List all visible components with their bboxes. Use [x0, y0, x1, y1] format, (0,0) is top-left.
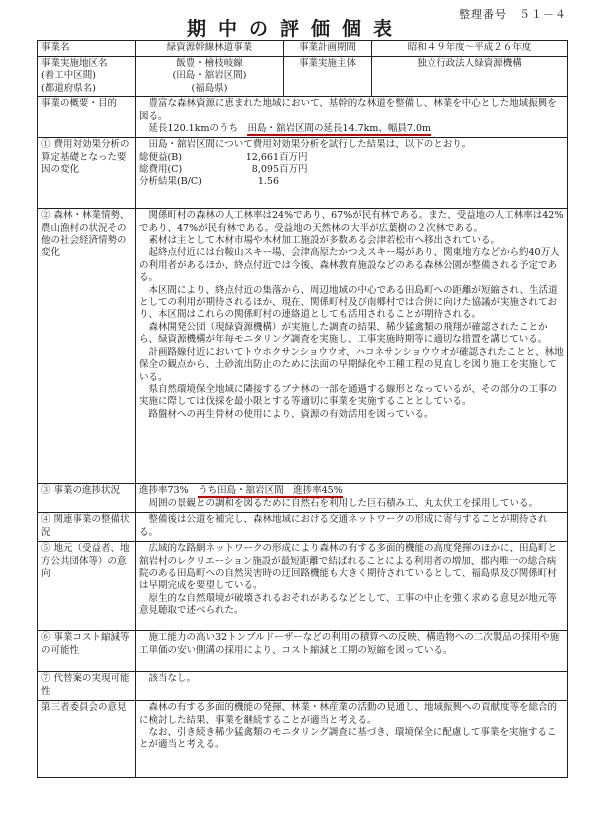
- overview-text: [136, 97, 568, 138]
- location-label-line: 事業実施地区名: [41, 58, 108, 69]
- cost-reduction-row: [38, 631, 568, 672]
- project-period-value: 昭和４９年度～平成２６年度: [372, 41, 568, 57]
- alternative-paragraph: 該当なし。: [148, 673, 197, 685]
- cost-key: 分析結果(B/C): [139, 176, 202, 188]
- location-value-line: 飯豊・檜枝岐線: [176, 58, 243, 69]
- progress-rate-total: 進捗率73%: [139, 485, 189, 497]
- cost-benefit-row: [38, 138, 568, 209]
- cost-benefit-intro: 田島・舘岩区間について費用対効果分析を試行した結果は、以下のとおり。: [148, 139, 472, 151]
- environment-paragraph: 路盤材への再生骨材の使用により、資源の有効活用を図っている。: [148, 408, 434, 420]
- cost-unit: 百万円: [279, 164, 308, 176]
- environment-row: [38, 209, 568, 484]
- environment-paragraph: 計画路線付近においてトウホクサンショウウオ、ハコネサンショウウオが確認されたことと、林地保全の観点から、土砂流出防止のために法面の早期緑化や工種工程の見直しを図り施工を実施している。: [139, 346, 564, 383]
- environment-text: [136, 209, 568, 484]
- overview-row: [38, 97, 568, 138]
- local-paragraph: 広域的な路網ネットワークの形成により森林の有する多面的機能の高度発揮のほかに、田島町と舘岩村のレクリエーション施設が最短距離で結ばれることによる利用者の増加、郡内唯一の総合病院のある田島町への自然災害時の迂回路機能も大きく期待されているとして、福島県及び関係町村は早期完成を要望している。: [139, 543, 558, 592]
- location-row: [38, 57, 568, 97]
- cost-unit: 百万円: [279, 151, 308, 163]
- cost-benefit-line: [139, 176, 564, 188]
- cost-reduction-paragraph: 施工能力の高い32トンブルドーザーなどの利用の積算への反映、構造物への二次製品の採用や施工単価の安い側溝の採用により、コスト縮減と工期の短縮を図っている。: [139, 632, 560, 656]
- local-text: [136, 542, 568, 631]
- location-label-line: (都道府県名): [41, 82, 96, 94]
- alternative-label: ⑦ 代替案の実現可能性: [38, 672, 136, 701]
- overview-label: 事業の概要・目的: [38, 97, 136, 138]
- environment-paragraph: 関係町村の森林の人工林率は24%であり、67%が民有林である。また、受益地の人工林率は42%であり、47%が民有林である。受益地の天然林の大半が広葉樹の２次林である。: [139, 210, 564, 234]
- cost-benefit-line: [139, 164, 564, 176]
- committee-label: 第三者委員会の意見: [38, 701, 136, 778]
- progress-label: ③ 事業の進捗状況: [38, 484, 136, 513]
- project-name-value: 緑資源幹線林道事業: [136, 41, 284, 57]
- overview-paragraph: 豊富な森林資源に恵まれた地域において、基幹的な林道を整備し、林業を中心とした地域振興を図る。: [139, 98, 557, 122]
- local-label: ⑤ 地元（受益者、地方公共団体等）の意向: [38, 542, 136, 631]
- progress-paragraph: 周囲の景観との調和を図るために自然石を利用した巨石積み工、丸太伏工を採用している。: [148, 497, 539, 509]
- cost-key: 総便益(B): [139, 151, 182, 163]
- cost-benefit-text: [136, 138, 568, 209]
- progress-row: [38, 484, 568, 513]
- page-title: 期中の評価個表: [186, 18, 404, 40]
- progress-rate-line: [139, 485, 564, 497]
- related-text: [136, 513, 568, 542]
- environment-paragraph: 素材は主として木材市場や木材加工施設が多数ある会津若松市へ移出されている。: [148, 235, 501, 247]
- entity-value: 独立行政法人緑資源機構: [372, 57, 568, 97]
- environment-label: ② 森林・林業情勢、農山漁村の状況その他の社会経済情勢の変化: [38, 209, 136, 484]
- committee-text: [136, 701, 568, 778]
- committee-paragraph: 森林の有する多面的機能の発揮、林業・林産業の活動の見通し、地域振興への貢献度等を総合的に検討した結果、事業を継続することが適当と考える。: [139, 702, 558, 726]
- environment-paragraph: 起終点付近には台鞍山スキー場、会津高原たかつえスキー場があり、関東地方などから約40万人の利用者があるほか、終点付近では今後、森林教育施設などのある森林公園が整備される予定である。: [139, 247, 560, 284]
- cost-value: 8,095: [251, 164, 279, 176]
- project-name-label: 事業名: [38, 41, 136, 57]
- cost-reduction-text: [136, 631, 568, 672]
- location-value-line: (福島県): [191, 82, 228, 94]
- related-row: [38, 513, 568, 542]
- related-paragraph: 整備後は公道を補完し、森林地域における交通ネットワークの形成に寄与することが期待される。: [139, 514, 548, 538]
- environment-paragraph: 森林開発公団（現緑資源機構）が実施した調査の結果、稀少猛禽類の飛翔が確認されたことから、緑資源機構が年毎モニタリング調査を実施し、工事実施時期等に適切な措置を講じている。: [139, 321, 548, 346]
- cost-value: 1.56: [257, 176, 279, 188]
- committee-paragraph: なお、引き続き稀少猛禽類のモニタリング調査に基づき、環境保全に配慮して事業を実施することが適当と考える。: [139, 727, 557, 751]
- location-value-line: (田島・舘岩区間): [172, 70, 247, 82]
- project-period-label: 事業計画期間: [284, 41, 372, 57]
- overview-highlighted-section: 田島・舘岩区間の延長14.7km、幅員7.0m: [247, 123, 432, 135]
- environment-paragraph: 本区間により、終点付近の集落から、周辺地域の中心である田島町への距離が短縮され、生活道としての利用が期待されるほか、現在、関係町村及び南郷村では合併に向けた協議が実施されており、本区間はこれらの関係町村の連絡道としても活用されることが期待される。: [139, 284, 558, 321]
- cost-benefit-line: [139, 152, 564, 164]
- progress-text: [136, 484, 568, 513]
- cost-reduction-label: ⑥ 事業コスト縮減等の可能性: [38, 631, 136, 672]
- progress-rate-section: うち田島・舘岩区間 進捗率45%: [198, 485, 343, 497]
- evaluation-table: [37, 40, 568, 778]
- project-row: [38, 41, 568, 57]
- location-value: [136, 57, 284, 97]
- cost-value: 12,661: [245, 151, 279, 163]
- cost-benefit-label: ① 費用対効果分析の算定基礎となった要因の変化: [38, 138, 136, 209]
- committee-row: [38, 701, 568, 778]
- alternative-row: [38, 672, 568, 701]
- location-label: [38, 57, 136, 97]
- reference-number: 整理番号 ５１－４: [459, 8, 567, 21]
- related-label: ④ 関連事業の整備状況: [38, 513, 136, 542]
- local-row: [38, 542, 568, 631]
- alternative-text: [136, 672, 568, 701]
- environment-paragraph: 県自然環境保全地域に隣接するブナ林の一部を通過する線形となっているが、その部分の工事の実施に際しては伐採を最小限とする等適切に事業を実施することとしている。: [139, 383, 558, 408]
- cost-key: 総費用(C): [139, 164, 183, 176]
- overview-length-line: [139, 123, 564, 135]
- overview-length-plain: 延長120.1kmのうち: [148, 123, 238, 135]
- local-paragraph: 原生的な自然環境が破壊されるおそれがあるなどとして、工事の中止を強く求める意見が地元等意見聴取で述べられた。: [139, 592, 557, 617]
- location-label-line: (着工中区間): [41, 70, 96, 82]
- entity-label: 事業実施主体: [284, 57, 372, 97]
